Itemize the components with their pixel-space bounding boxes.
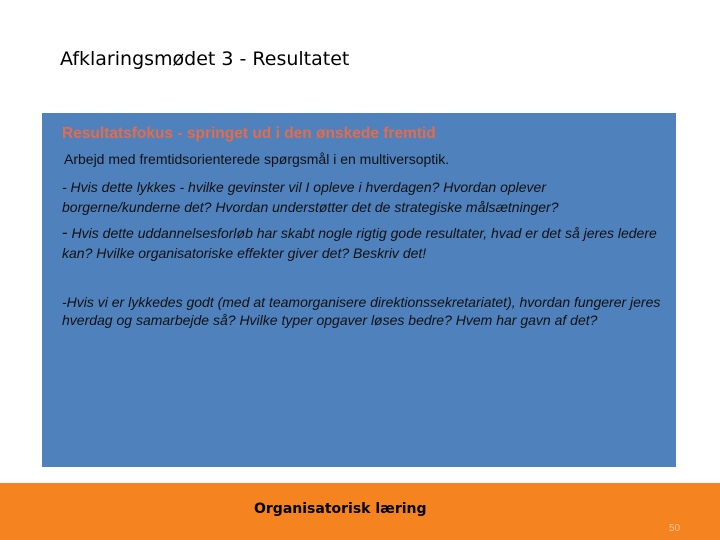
question-dash: -	[62, 223, 68, 242]
question-training-results-text: Hvis dette uddannelsesforløb har skabt nogle rigtig gode resultater, hvad er det så jeres ledere kan? Hvilke organisatoriske effekter giver det? Beskriv det!	[62, 225, 657, 261]
question-benefits: - Hvis dette lykkes - hvilke gevinster vil I opleve i hverdagen? Hvordan oplever borgerne/kunderne det? Hvordan understøtter det de strategiske målsætninger?	[62, 179, 559, 215]
content-box	[42, 113, 676, 467]
footer-label: Organisatorisk læring	[254, 501, 427, 517]
slide-title: Afklaringsmødet 3 - Resultatet	[60, 48, 350, 70]
page-number: 50	[669, 523, 681, 534]
question-team-organisation: -Hvis vi er lykkedes godt (med at teamorganisere direktionssekretariatet), hvordan fungerer jeres hverdag og samarbejde så? Hvilke typer opgaver løses bedre? Hvem har gavn af det?	[62, 294, 661, 328]
question-training-results	[62, 223, 662, 263]
box-intro: Arbejd med fremtidsorienterede spørgsmål i en multiversoptik.	[64, 151, 450, 167]
box-heading: Resultatsfokus - springet ud i den ønskede fremtid	[62, 125, 436, 142]
